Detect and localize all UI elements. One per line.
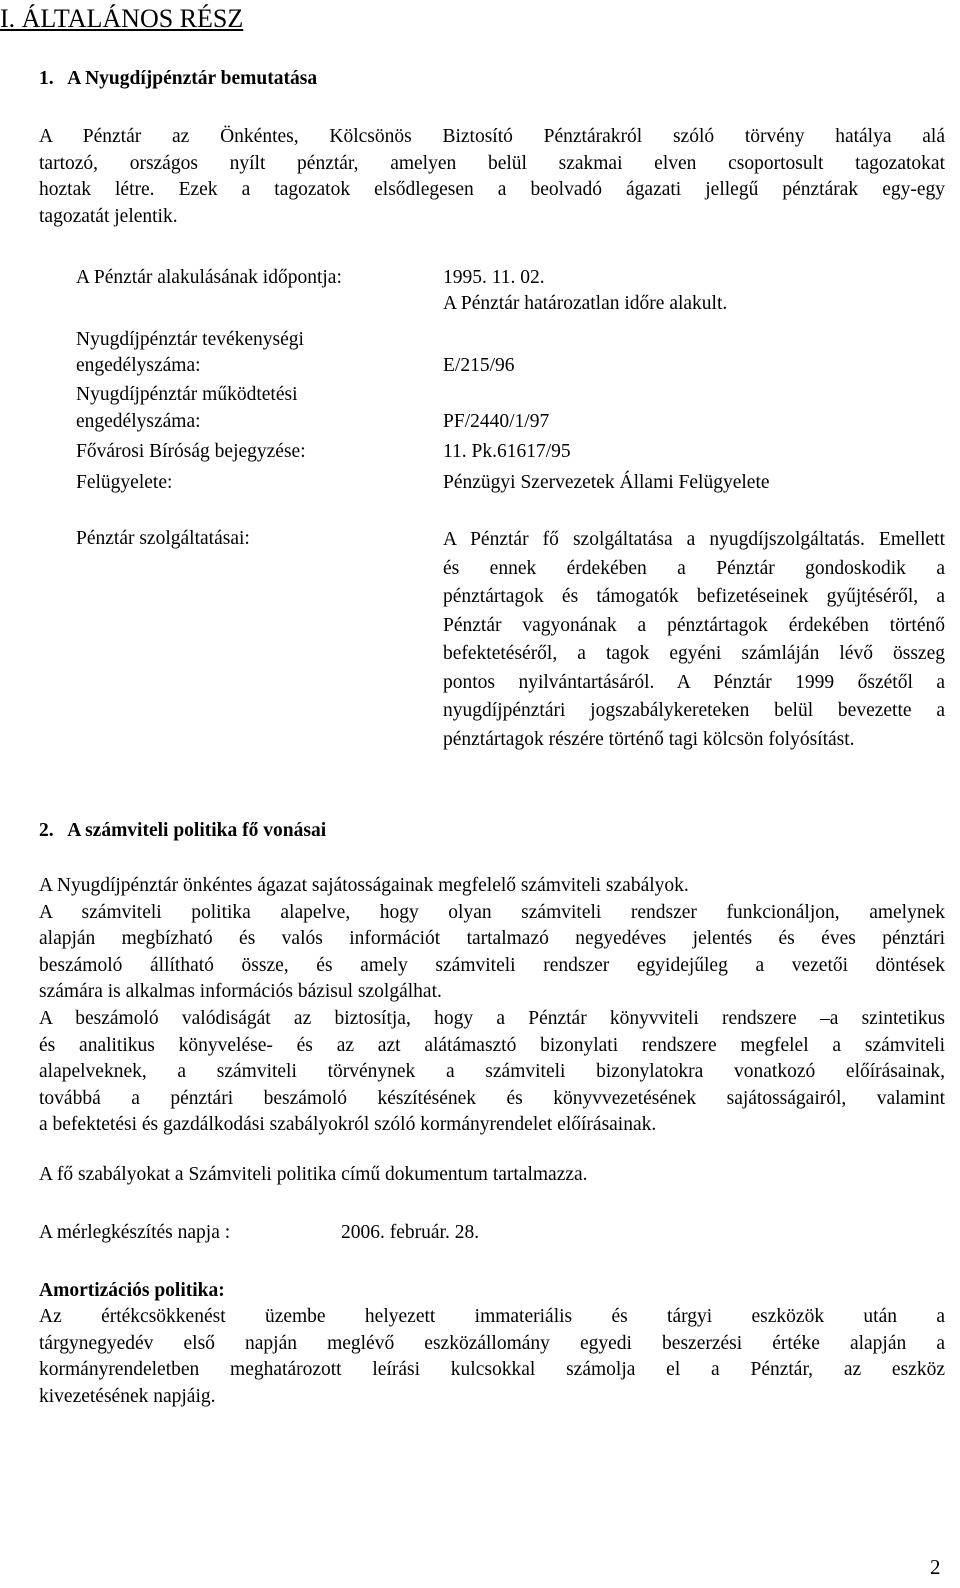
paragraph-line: és analitikus könyvelése- és az azt alátámasztó bizonylati rendszere megfelel a számviteli <box>39 1034 945 1056</box>
section-2-title-text: A számviteli politika fő vonásai <box>67 820 327 841</box>
paragraph-line: alapján megbízható és valós információt tartalmazó negyedéves jelentés és éves pénztári <box>39 928 945 949</box>
document-heading: I. ÁLTALÁNOS RÉSZ <box>0 4 244 33</box>
section-2-paragraph-1 <box>39 873 945 1006</box>
paragraph-line: A Nyugdíjpénztár önkéntes ágazat sajátosságainak megfelelő számviteli szabályok. <box>39 875 689 896</box>
paragraph-line: alapelveknek, a számviteli törvénynek a számviteli bizonylatokra vonatkozó előírásainak, <box>39 1061 945 1082</box>
section-2-paragraph-3: A fő szabályokat a Számviteli politika című dokumentum tartalmazza. <box>39 1164 588 1185</box>
paragraph-line: beszámoló állítható össze, és amely számviteli rendszer egyidejűleg a vezetői döntések <box>39 954 945 976</box>
paragraph-line: számára is alkalmas információs bázisul szolgálhat. <box>39 981 442 1002</box>
paragraph-line: a befektetési és gazdálkodási szabályokról szóló kormányrendelet előírásainak. <box>39 1114 657 1135</box>
services-line: pénztártagok részére történő tagi kölcsön folyósítást. <box>443 728 855 750</box>
services-line: és ennek érdekében a Pénztár gondoskodik a <box>443 557 945 579</box>
intro-line: hoztak létre. Ezek a tagozatok elsődlegesen a beolvadó ágazati jellegű pénztárak egy-egy <box>39 179 945 200</box>
amortization-title: Amortizációs politika: <box>39 1280 225 1301</box>
services-line: befektetéséről, a tagok egyéni számláján lévő összeg <box>443 643 945 664</box>
activity-label-line-1: Nyugdíjpénztár tevékenységi <box>76 329 304 350</box>
services-label: Pénztár szolgáltatásai: <box>76 528 250 549</box>
section-1-number: 1. <box>39 68 54 89</box>
services-line: Pénztár vagyonának a pénztártagok érdekében történő <box>443 614 945 636</box>
intro-line: tartozó, országos nyílt pénztár, amelyen belül szakmai elven csoportosult tagozatokat <box>39 152 945 174</box>
founding-date: 1995. 11. 02. <box>443 267 545 288</box>
amortization-text <box>39 1304 945 1410</box>
activity-label-line-2: engedélyszáma: <box>76 355 201 376</box>
supervision-value: Pénzügyi Szervezetek Állami Felügyelete <box>443 472 770 493</box>
paragraph-line: tárgynegyedév első napján meglévő eszközállomány egyedi beszerzési értéke alapján a <box>39 1332 945 1354</box>
page-number: 2 <box>930 1555 941 1579</box>
services-line: A Pénztár fő szolgáltatása a nyugdíjszolgáltatás. Emellett <box>443 529 945 550</box>
section-2-paragraph-2 <box>39 1006 945 1139</box>
section-1-title <box>39 66 317 93</box>
section-1-intro <box>39 124 945 230</box>
court-registration-value: 11. Pk.61617/95 <box>443 441 571 462</box>
operation-label-line-1: Nyugdíjpénztár működtetési <box>76 384 298 405</box>
operation-license-value: PF/2440/1/97 <box>443 411 550 432</box>
operation-label-line-2: engedélyszáma: <box>76 411 201 432</box>
founding-label: A Pénztár alakulásának időpontja: <box>76 267 342 288</box>
section-1-title-text: A Nyugdíjpénztár bemutatása <box>67 68 318 89</box>
services-line: pénztártagok és támogatók befizetéseinek gyűjtéséről, a <box>443 586 945 607</box>
activity-license-value: E/215/96 <box>443 355 515 376</box>
services-text <box>443 526 945 754</box>
services-line: nyugdíjpénztári jogszabálykereteken belül bevezette a <box>443 700 945 721</box>
intro-line: tagozatát jelentik. <box>39 205 178 227</box>
section-2-title <box>39 818 326 845</box>
balance-date-label: A mérlegkészítés napja : <box>39 1222 231 1243</box>
balance-date-value: 2006. február. 28. <box>341 1222 480 1243</box>
paragraph-line: Az értékcsökkenést üzembe helyezett immateriális és tárgyi eszközök után a <box>39 1306 945 1327</box>
supervision-label: Felügyelete: <box>76 472 173 493</box>
court-registration-label: Fővárosi Bíróság bejegyzése: <box>76 441 306 462</box>
paragraph-line: továbbá a pénztári beszámoló készítésének és könyvvezetésének sajátosságairól, valamint <box>39 1087 945 1109</box>
services-line: pontos nyilvántartásáról. A Pénztár 1999 őszétől a <box>443 671 945 693</box>
paragraph-line: A beszámoló valódiságát az biztosítja, hogy a Pénztár könyvviteli rendszere –a szintetikus <box>39 1008 945 1029</box>
paragraph-line: kormányrendeletben meghatározott leírási kulcsokkal számolja el a Pénztár, az eszköz <box>39 1359 945 1380</box>
paragraph-line: kivezetésének napjáig. <box>39 1385 216 1407</box>
intro-line: A Pénztár az Önkéntes, Kölcsönös Biztosító Pénztárakról szóló törvény hatálya alá <box>39 126 945 147</box>
founding-note: A Pénztár határozatlan időre alakult. <box>443 293 728 314</box>
paragraph-line: A számviteli politika alapelve, hogy olyan számviteli rendszer funkcionáljon, amelynek <box>39 901 945 923</box>
section-2-number: 2. <box>39 820 54 841</box>
